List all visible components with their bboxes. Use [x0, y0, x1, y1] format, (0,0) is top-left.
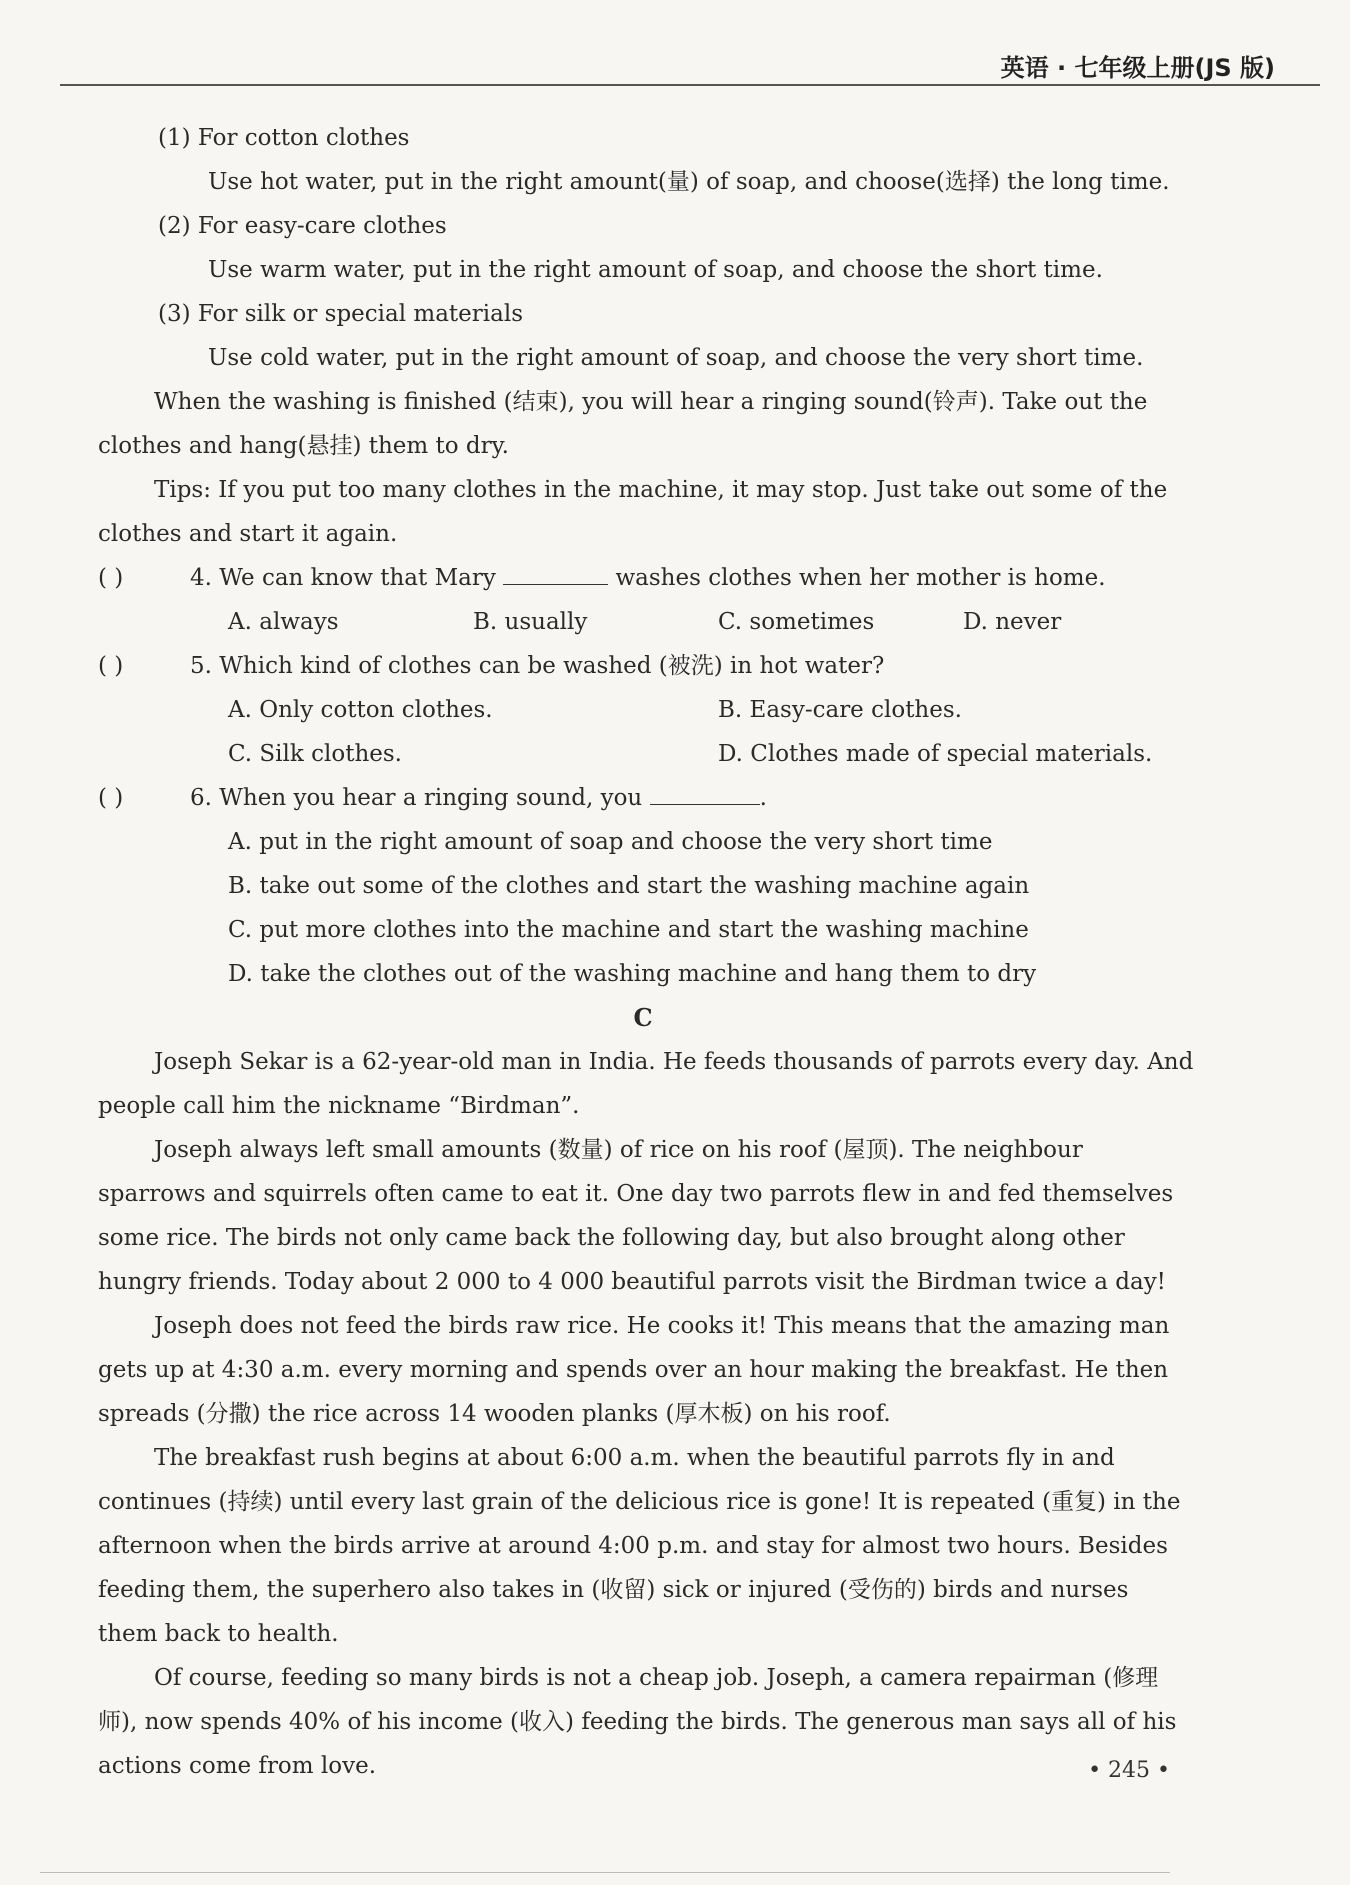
text-line: clothes and hang(悬挂) them to dry.: [98, 433, 509, 459]
page-content: [98, 116, 1218, 1788]
question-5-options: [98, 732, 1218, 776]
text-line: (2) For easy-care clothes: [158, 213, 447, 239]
text-line: When the washing is finished (结束), you will hear a ringing sound(铃声). Take out the: [154, 389, 1148, 415]
text-line: feeding them, the superhero also takes in (收留) sick or injured (受伤的) birds and nurses: [98, 1577, 1129, 1603]
answer-paren[interactable]: ( ): [98, 653, 124, 679]
header-title: 英语 · 七年级上册(JS 版): [1000, 54, 1275, 82]
footer-divider: [40, 1872, 1170, 1873]
answer-paren[interactable]: ( ): [98, 785, 124, 811]
question-stem: .: [759, 785, 767, 811]
text-line: clothes and start it again.: [98, 521, 398, 547]
question-4-options: [98, 600, 1218, 644]
option: C. put more clothes into the machine and start the washing machine: [228, 917, 1029, 943]
text-line: actions come from love.: [98, 1753, 377, 1779]
text-line: The breakfast rush begins at about 6:00 a.m. when the beautiful parrots fly in and: [154, 1445, 1115, 1471]
section-heading: C: [633, 1003, 653, 1032]
answer-blank[interactable]: [650, 782, 760, 805]
text-line: Use warm water, put in the right amount of soap, and choose the short time.: [208, 257, 1103, 283]
question-stem: 4. We can know that Mary: [190, 565, 496, 591]
text-line: (3) For silk or special materials: [158, 301, 524, 327]
option: A. Only cotton clothes.: [228, 697, 493, 723]
text-line: some rice. The birds not only came back the following day, but also brought along other: [98, 1225, 1125, 1251]
text-line: gets up at 4:30 a.m. every morning and spends over an hour making the breakfast. He then: [98, 1357, 1169, 1383]
text-line: (1) For cotton clothes: [158, 125, 410, 151]
text-line: spreads (分撒) the rice across 14 wooden planks (厚木板) on his roof.: [98, 1401, 891, 1427]
question-5: [98, 644, 1218, 688]
option: B. take out some of the clothes and start the washing machine again: [228, 873, 1030, 899]
option: D. take the clothes out of the washing machine and hang them to dry: [228, 961, 1037, 987]
text-line: them back to health.: [98, 1621, 339, 1647]
answer-blank[interactable]: [503, 562, 608, 585]
text-line: hungry friends. Today about 2 000 to 4 000 beautiful parrots visit the Birdman twice a day!: [98, 1269, 1166, 1295]
option: C. sometimes: [718, 609, 875, 635]
option: C. Silk clothes.: [228, 741, 402, 767]
text-line: Tips: If you put too many clothes in the machine, it may stop. Just take out some of the: [154, 477, 1168, 503]
text-line: 师), now spends 40% of his income (收入) feeding the birds. The generous man says all of his: [98, 1709, 1177, 1735]
question-4: [98, 556, 1218, 600]
question-stem: 6. When you hear a ringing sound, you: [190, 785, 643, 811]
option: D. Clothes made of special materials.: [718, 741, 1153, 767]
question-stem: washes clothes when her mother is home.: [615, 565, 1106, 591]
text-line: Joseph does not feed the birds raw rice. He cooks it! This means that the amazing man: [154, 1313, 1170, 1339]
text-line: continues (持续) until every last grain of the delicious rice is gone! It is repeated (重复) in the: [98, 1489, 1181, 1515]
question-stem: 5. Which kind of clothes can be washed (被洗) in hot water?: [190, 653, 885, 679]
option: B. Easy-care clothes.: [718, 697, 962, 723]
text-line: Of course, feeding so many birds is not a cheap job. Joseph, a camera repairman (修理: [154, 1665, 1159, 1691]
text-line: sparrows and squirrels often came to eat it. One day two parrots flew in and fed themselves: [98, 1181, 1174, 1207]
option: B. usually: [473, 609, 588, 635]
text-line: Joseph always left small amounts (数量) of rice on his roof (屋顶). The neighbour: [154, 1137, 1083, 1163]
text-line: Joseph Sekar is a 62-year-old man in India. He feeds thousands of parrots every day. And: [154, 1049, 1194, 1075]
text-line: people call him the nickname “Birdman”.: [98, 1093, 580, 1119]
option: A. put in the right amount of soap and choose the very short time: [228, 829, 993, 855]
option: D. never: [963, 609, 1062, 635]
question-5-options: [98, 688, 1218, 732]
text-line: Use hot water, put in the right amount(量) of soap, and choose(选择) the long time.: [208, 169, 1170, 195]
header-divider: [60, 84, 1320, 86]
page-number: • 245 •: [1088, 1758, 1170, 1783]
answer-paren[interactable]: ( ): [98, 565, 124, 591]
question-6: [98, 776, 1218, 820]
text-line: Use cold water, put in the right amount of soap, and choose the very short time.: [208, 345, 1144, 371]
text-line: afternoon when the birds arrive at around 4:00 p.m. and stay for almost two hours. Besides: [98, 1533, 1168, 1559]
option: A. always: [228, 609, 339, 635]
